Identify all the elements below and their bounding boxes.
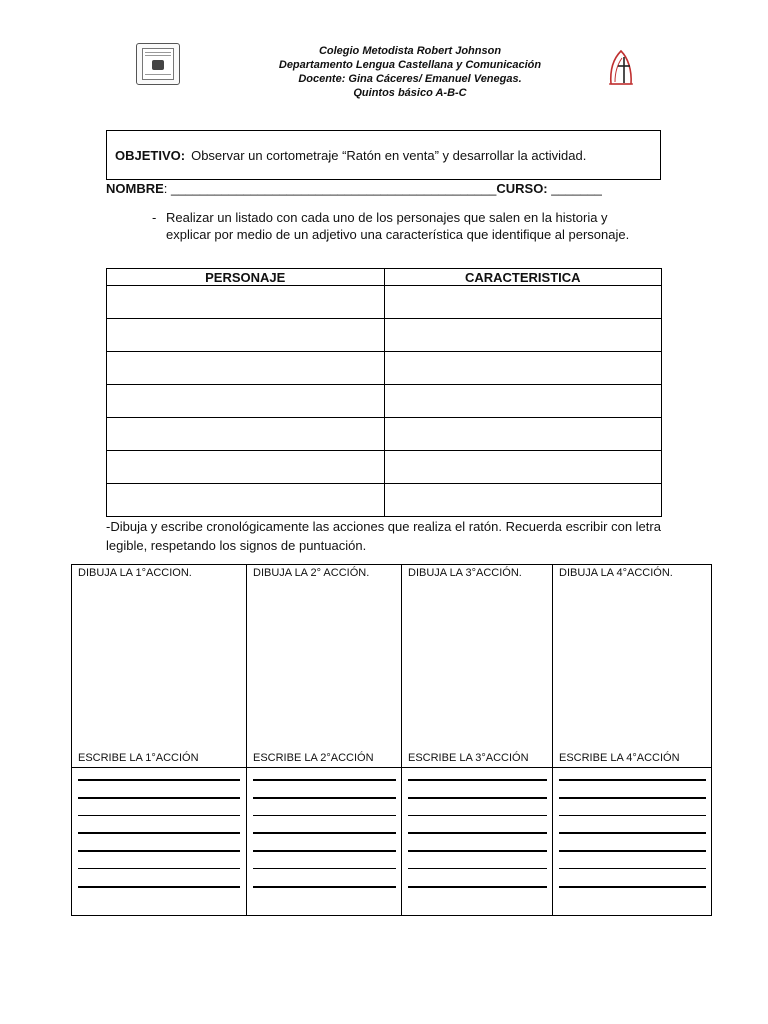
objective-box bbox=[106, 130, 661, 180]
character-cell[interactable] bbox=[107, 484, 385, 517]
table-row bbox=[107, 352, 662, 385]
student-info-line bbox=[106, 181, 602, 196]
draw-action-label: DIBUJA LA 3°ACCIÓN. bbox=[408, 567, 522, 579]
writing-line[interactable] bbox=[78, 868, 240, 869]
school-logo bbox=[136, 43, 180, 85]
writing-line[interactable] bbox=[408, 850, 547, 852]
column-divider bbox=[553, 767, 712, 768]
trait-cell[interactable] bbox=[384, 385, 662, 418]
character-cell[interactable] bbox=[107, 352, 385, 385]
teachers-line: Docente: Gina Cáceres/ Emanuel Venegas. bbox=[298, 73, 522, 85]
character-cell[interactable] bbox=[107, 418, 385, 451]
writing-line[interactable] bbox=[559, 850, 706, 852]
methodist-cross-flame-logo bbox=[606, 48, 636, 86]
course-label: CURSO: bbox=[496, 181, 548, 196]
actions-grid bbox=[71, 564, 712, 916]
writing-line[interactable] bbox=[408, 815, 547, 816]
writing-line[interactable] bbox=[408, 886, 547, 888]
character-cell[interactable] bbox=[107, 286, 385, 319]
writing-line[interactable] bbox=[253, 850, 396, 852]
writing-line[interactable] bbox=[408, 779, 547, 781]
writing-line[interactable] bbox=[559, 815, 706, 816]
action-column-4 bbox=[552, 565, 712, 915]
table-row bbox=[107, 484, 662, 517]
objective-text: Observar un cortometraje “Ratón en venta” y desarrollar la actividad. bbox=[191, 147, 587, 163]
writing-line[interactable] bbox=[253, 832, 396, 834]
writing-line[interactable] bbox=[408, 832, 547, 834]
grade-line: Quintos básico A-B-C bbox=[353, 87, 467, 99]
column-header-personaje: PERSONAJE bbox=[107, 269, 385, 286]
draw-action-label: DIBUJA LA 2° ACCIÓN. bbox=[253, 567, 370, 579]
trait-cell[interactable] bbox=[384, 418, 662, 451]
draw-action-label: DIBUJA LA 4°ACCIÓN. bbox=[559, 567, 673, 579]
table-row bbox=[107, 319, 662, 352]
column-header-caracteristica: CARACTERISTICA bbox=[384, 269, 662, 286]
writing-line[interactable] bbox=[253, 815, 396, 816]
column-divider bbox=[402, 767, 553, 768]
character-cell[interactable] bbox=[107, 319, 385, 352]
write-action-label: ESCRIBE LA 3°ACCIÓN bbox=[408, 752, 529, 764]
school-name: Colegio Metodista Robert Johnson bbox=[318, 45, 502, 57]
table-row bbox=[107, 451, 662, 484]
characters-instruction bbox=[152, 209, 652, 243]
name-label: NOMBRE bbox=[106, 181, 164, 196]
writing-line[interactable] bbox=[78, 832, 240, 834]
course-field[interactable]: _______ bbox=[547, 181, 602, 196]
writing-line[interactable] bbox=[408, 868, 547, 869]
trait-cell[interactable] bbox=[384, 286, 662, 319]
column-divider bbox=[247, 767, 402, 768]
writing-line[interactable] bbox=[78, 779, 240, 781]
writing-line[interactable] bbox=[78, 850, 240, 852]
trait-cell[interactable] bbox=[384, 319, 662, 352]
writing-line[interactable] bbox=[559, 886, 706, 888]
write-action-label: ESCRIBE LA 4°ACCIÓN bbox=[559, 752, 680, 764]
instruction-bullet: - bbox=[152, 210, 157, 225]
action-column-1 bbox=[72, 565, 246, 915]
writing-line[interactable] bbox=[78, 797, 240, 799]
write-action-label: ESCRIBE LA 1°ACCIÓN bbox=[78, 752, 199, 764]
character-cell[interactable] bbox=[107, 385, 385, 418]
action-column-3 bbox=[401, 565, 553, 915]
writing-line[interactable] bbox=[253, 886, 396, 888]
draw-instruction: -Dibuja y escribe cronológicamente las acciones que realiza el ratón. Recuerda escribir con letra legible, respetando los signos de puntuación. bbox=[106, 519, 661, 553]
name-field[interactable]: : _____________________________________________ bbox=[163, 181, 497, 196]
table-row bbox=[107, 385, 662, 418]
document-header bbox=[230, 44, 590, 100]
writing-line[interactable] bbox=[559, 832, 706, 834]
writing-line[interactable] bbox=[559, 797, 706, 799]
characters-table bbox=[106, 268, 662, 517]
trait-cell[interactable] bbox=[384, 484, 662, 517]
writing-line[interactable] bbox=[253, 797, 396, 799]
table-row bbox=[107, 418, 662, 451]
trait-cell[interactable] bbox=[384, 451, 662, 484]
instruction-text: Realizar un listado con cada uno de los personajes que salen en la historia y explicar por medio de un adjetivo una característica que identifique al personaje. bbox=[166, 210, 630, 242]
objective-label: OBJETIVO: bbox=[115, 147, 186, 163]
writing-line[interactable] bbox=[559, 868, 706, 869]
writing-line[interactable] bbox=[253, 779, 396, 781]
table-row bbox=[107, 286, 662, 319]
department-name: Departamento Lengua Castellana y Comunicación bbox=[278, 59, 542, 71]
writing-line[interactable] bbox=[78, 886, 240, 888]
writing-line[interactable] bbox=[408, 797, 547, 799]
write-action-label: ESCRIBE LA 2°ACCIÓN bbox=[253, 752, 374, 764]
writing-line[interactable] bbox=[253, 868, 396, 869]
character-cell[interactable] bbox=[107, 451, 385, 484]
draw-action-label: DIBUJA LA 1°ACCION. bbox=[78, 567, 192, 579]
column-divider bbox=[72, 767, 246, 768]
writing-line[interactable] bbox=[559, 779, 706, 781]
writing-line[interactable] bbox=[78, 815, 240, 816]
action-column-2 bbox=[246, 565, 402, 915]
trait-cell[interactable] bbox=[384, 352, 662, 385]
